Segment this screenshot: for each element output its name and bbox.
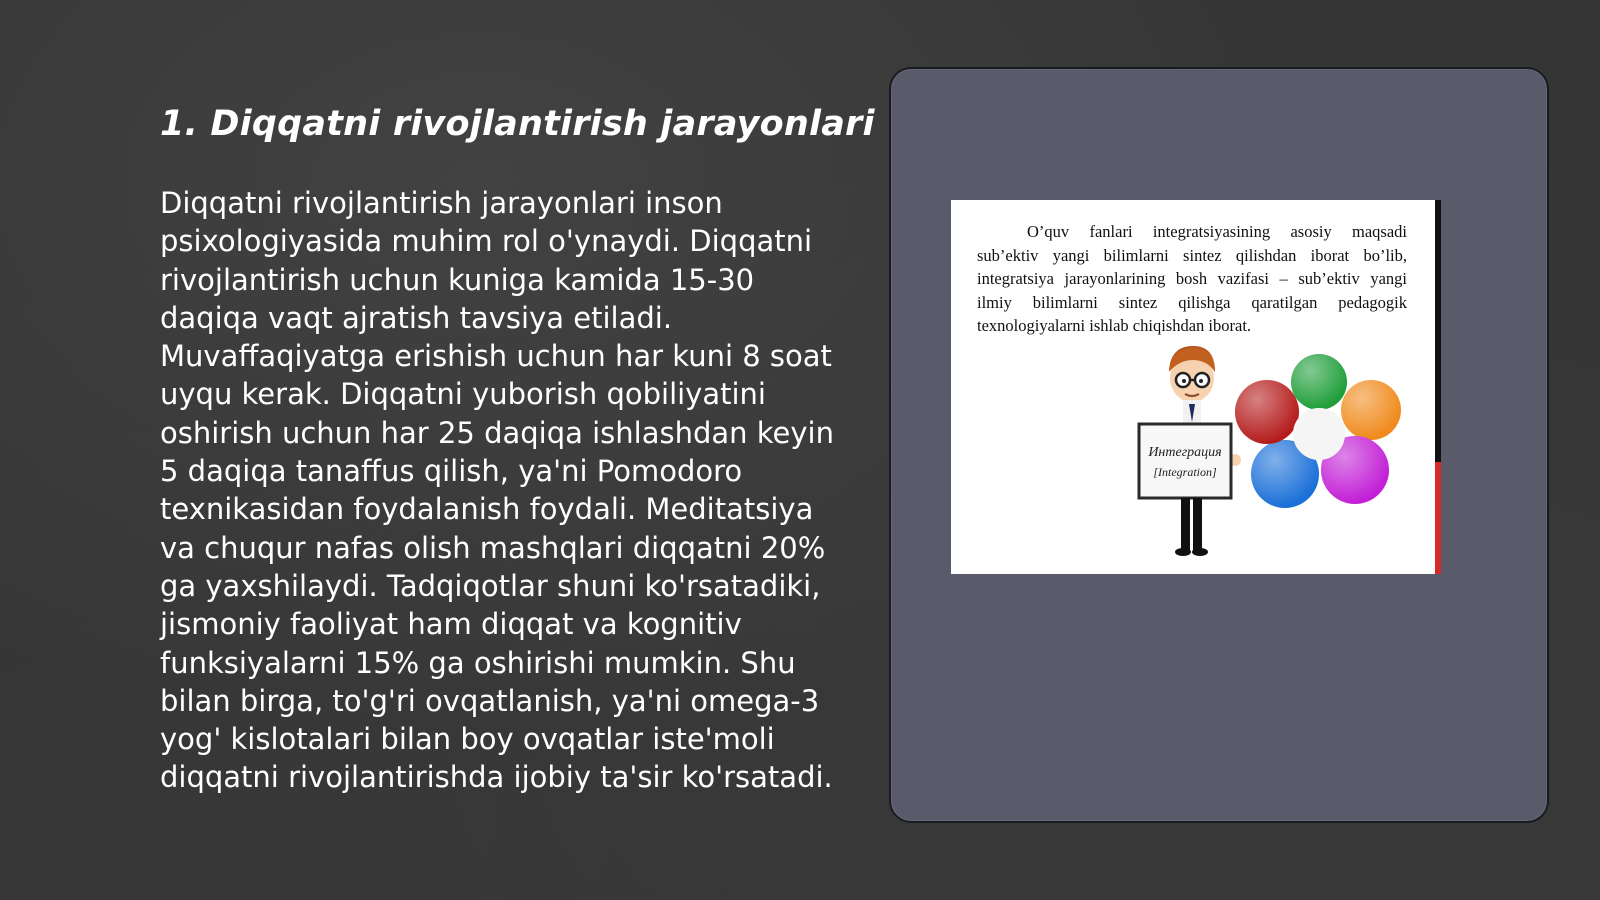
- sign-label-cyrillic: Интеграция: [1148, 445, 1222, 460]
- sign-label-latin: [Integration]: [1153, 465, 1217, 479]
- figure-frame-black-edge: [1435, 200, 1441, 462]
- slide-body-text: Diqqatni rivojlantirish jarayonlari inson psixologiyasida muhim rol o'ynaydi. Diqqatni rivojlantirish uchun kuniga kamida 15-30 daqiqa vaqt ajratish tavsiya etiladi. Muvaffaqiyatga erishish uchun har kuni 8 soat uyqu kerak. Diqqatni yuborish qobiliyatini oshirish uchun har 25 daqiqa ishlashdan keyin 5 daqiqa tanaffus qilish, ya'ni Pomodoro texnikasidan foydalanish foydali. Meditatsiya va chuqur nafas olish mashqlari diqqatni 20% ga yaxshilaydi. Tadqiqotlar shuni ko'rsatadiki, jismoniy faoliyat ham diqqat va kognitiv funksiyalarni 15% ga oshirishi mumkin. Shu bilan birga, to'g'ri ovqatlanish, ya'ni omega-3 yog' kislotalari bilan boy ovqatlar iste'moli diqqatni rivojlantirishda ijobiy ta'sir ko'rsatadi.: [160, 186, 834, 795]
- slide-title: 1. Diqqatni rivojlantirish jarayonlari: [160, 104, 875, 144]
- puzzle-pieces-icon: [1231, 352, 1411, 524]
- integration-illustration: [951, 200, 1441, 574]
- illustration-caption-text: O’quv fanlari integratsiyasining asosiy maqsadi sub’ektiv yangi bilimlarni sintez qilishdan iborat bo’lib, integratsiya jarayonlarining bosh vazifasi – sub’ektiv yangi ilmiy bilimlarni sintez qilishga qaratilgan pedagogik texnologiyalarni ishlab chiqishdan iborat.: [977, 222, 1407, 336]
- figure-frame-red-edge: [1435, 462, 1441, 574]
- image-card: [889, 67, 1549, 823]
